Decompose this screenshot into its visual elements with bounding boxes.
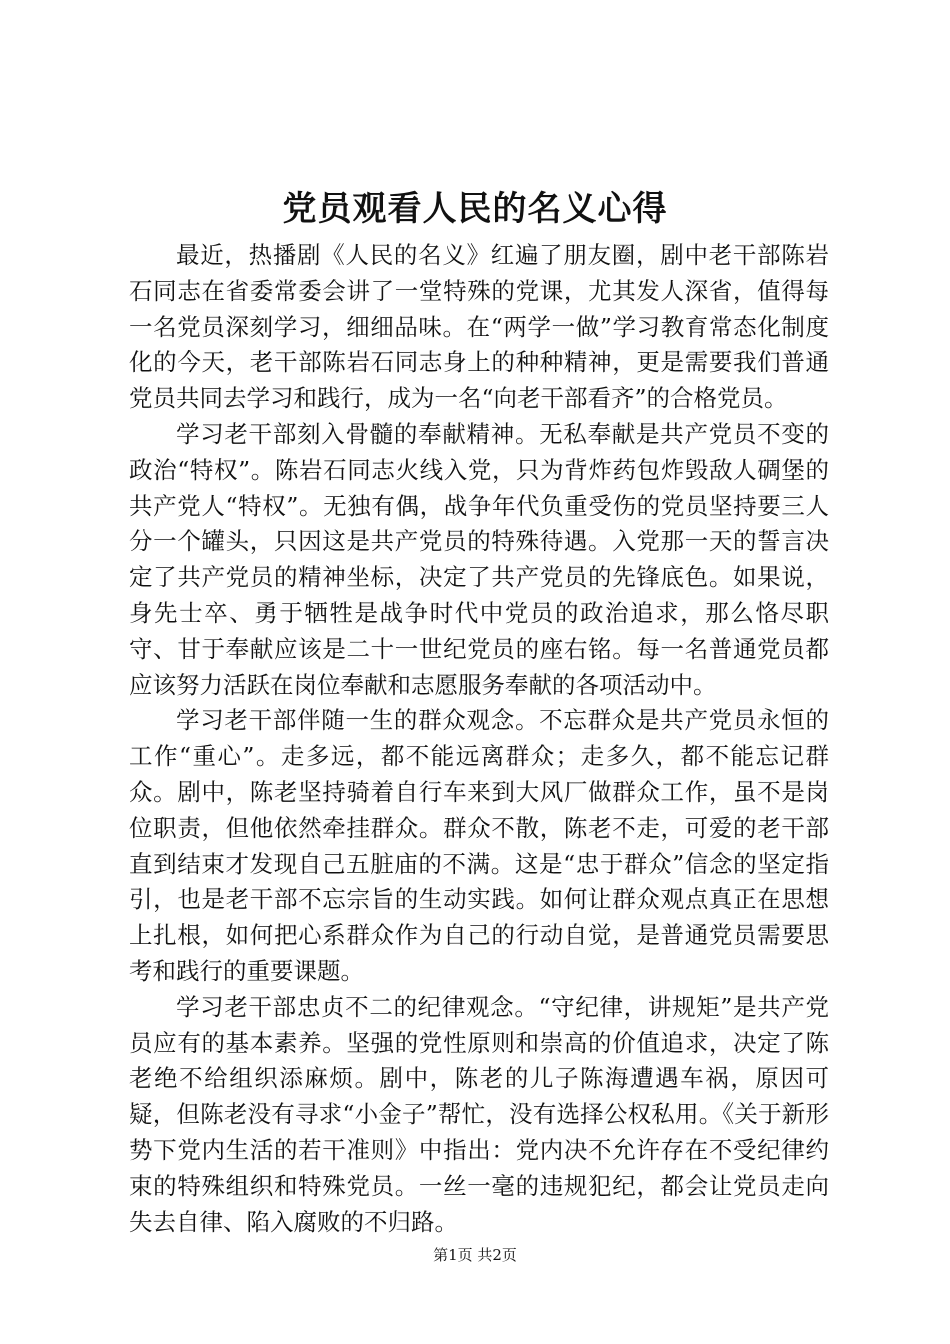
paragraph-3: 学习老干部伴随一生的群众观念。不忘群众是共产党员永恒的工作“重心”。走多远，都不能远离群众；走多久，都不能忘记群众。剧中，陈老坚持骑着自行车来到大风厂做群众工作，虽不是岗位职责，但他依然牵挂群众。群众不散，陈老不走，可爱的老干部直到结束才发现自己五脏庙的不满。这是“忠于群众”信念的坚定指引，也是老干部不忘宗旨的生动实践。如何让群众观点真正在思想上扎根，如何把心系群众作为自己的行动自觉，是普通党员需要思考和践行的重要课题。 [129, 706, 829, 985]
document-title: 党员观看人民的名义心得 [282, 189, 668, 229]
paragraph-1: 最近，热播剧《人民的名义》红遍了朋友圈，剧中老干部陈岩石同志在省委常委会讲了一堂特殊的党课，尤其发人深省，值得每一名党员深刻学习，细细品味。在“两学一做”学习教育常态化制度化的今天，老干部陈岩石同志身上的种种精神，更是需要我们普通党员共同去学习和践行，成为一名“向老干部看齐”的合格党员。 [129, 241, 829, 413]
page-footer: 第1页 共2页 [433, 1246, 517, 1264]
paragraph-4: 学习老干部忠贞不二的纪律观念。“守纪律，讲规矩”是共产党员应有的基本素养。坚强的党性原则和崇高的价值追求，决定了陈老绝不给组织添麻烦。剧中，陈老的儿子陈海遭遇车祸，原因可疑，但陈老没有寻求“小金子”帮忙，没有选择公权私用。《关于新形势下党内生活的若干准则》中指出：党内决不允许存在不受纪律约束的特殊组织和特殊党员。一丝一毫的违规犯纪，都会让党员走向失去自律、陷入腐败的不归路。 [129, 992, 829, 1236]
document-body [129, 238, 829, 1240]
paragraph-2: 学习老干部刻入骨髓的奉献精神。无私奉献是共产党员不变的政治“特权”。陈岩石同志火线入党，只为背炸药包炸毁敌人碉堡的共产党人“特权”。无独有偶，战争年代负重受伤的党员坚持要三人分一个罐头，只因这是共产党员的特殊待遇。入党那一天的誓言决定了共产党员的精神坐标，决定了共产党员的先锋底色。如果说，身先士卒、勇于牺牲是战争时代中党员的政治追求，那么恪尽职守、甘于奉献应该是二十一世纪党员的座右铭。每一名普通党员都应该努力活跃在岗位奉献和志愿服务奉献的各项活动中。 [129, 419, 829, 699]
